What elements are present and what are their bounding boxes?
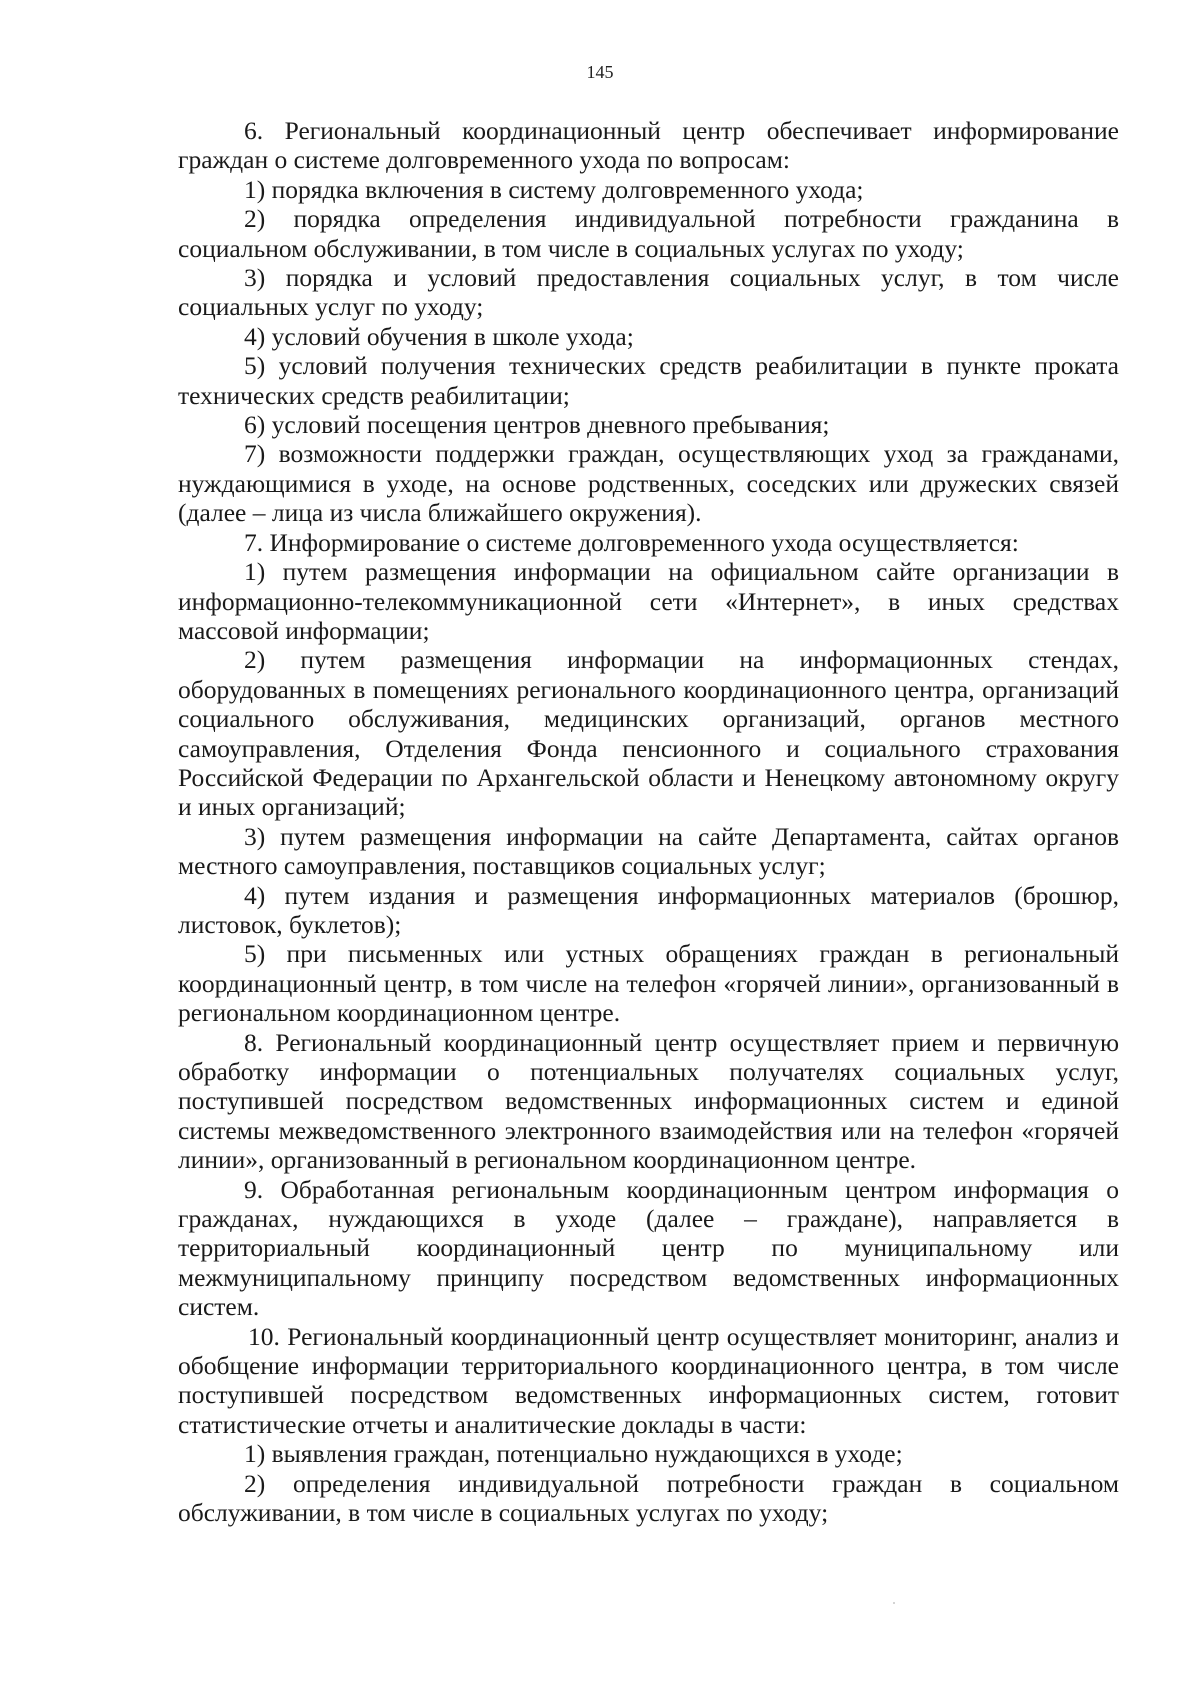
list-item-7-3: 3) путем размещения информации на сайте Департамента, сайтах органов местного самоуправления, поставщиков социальных услуг; (178, 821, 1119, 881)
list-item-6-6: 6) условий посещения центров дневного пребывания; (244, 410, 830, 440)
paragraph-8: 8. Региональный координационный центр осуществляет прием и первичную обработку информации о потенциальных получателях социальных услуг, поступившей посредством ведомственных информационных систем и единой системы межведомственного электронного взаимодействия или на телефон «горячей линии», организованный в региональном координационном центре. (178, 1027, 1119, 1175)
list-item-7-2: 2) путем размещения информации на информационных стендах, оборудованных в помещениях регионального координационного центра, организаций социального обслуживания, медицинских организаций, органов местного самоуправления, Отделения Фонда пенсионного и социального страхования Российской Федерации по Архангельской области и Ненецкому автономному округу и иных организаций; (178, 645, 1119, 822)
list-item-6-5: 5) условий получения технических средств реабилитации в пункте проката технических средств реабилитации; (178, 351, 1119, 410)
paragraph-10: 10. Региональный координационный центр осуществляет мониторинг, анализ и обобщение информации территориального координационного центра, в том числе поступившей посредством ведомственных информационных систем, готовит статистические отчеты и аналитические доклады в части: (178, 1321, 1119, 1439)
scan-speck (893, 1602, 895, 1604)
list-item-7-1: 1) путем размещения информации на официальном сайте организации в информационно-телекоммуникационной сети «Интернет», в иных средствах массовой информации; (178, 557, 1119, 645)
paragraph-7: 7. Информирование о системе долговременного ухода осуществляется: (244, 527, 1019, 557)
list-item-10-2: 2) определения индивидуальной потребности граждан в социальном обслуживании, в том числе в социальных услугах по уходу; (178, 1468, 1119, 1528)
paragraph-9: 9. Обработанная региональным координационным центром информация о гражданах, нуждающихся в уходе (далее – граждане), направляется в территориальный координационный центр по муниципальному или межмуниципальному принципу посредством ведомственных информационных систем. (178, 1174, 1119, 1322)
list-item-6-1: 1) порядка включения в систему долговременного ухода; (244, 174, 864, 204)
document-body (178, 116, 1119, 1528)
list-item-6-7: 7) возможности поддержки граждан, осуществляющих уход за гражданами, нуждающимися в уходе, на основе родственных, соседских или дружеских связей (далее – лица из числа ближайшего окружения). (178, 439, 1119, 528)
paragraph-6: 6. Региональный координационный центр обеспечивает информирование граждан о системе долговременного ухода по вопросам: (178, 116, 1119, 175)
list-item-10-1: 1) выявления граждан, потенциально нуждающихся в уходе; (244, 1439, 903, 1469)
list-item-6-4: 4) условий обучения в школе ухода; (244, 321, 634, 351)
list-item-7-5: 5) при письменных или устных обращениях граждан в региональный координационный центр, в том числе на телефон «горячей линии», организованный в региональном координационном центре. (178, 939, 1119, 1028)
list-item-6-3: 3) порядка и условий предоставления социальных услуг, в том числе социальных услуг по уходу; (178, 263, 1119, 322)
list-item-7-4: 4) путем издания и размещения информационных материалов (брошюр, листовок, буклетов); (178, 880, 1119, 939)
page-number: 145 (586, 62, 614, 82)
list-item-6-2: 2) порядка определения индивидуальной потребности гражданина в социальном обслуживании, в том числе в социальных услугах по уходу; (178, 204, 1119, 263)
